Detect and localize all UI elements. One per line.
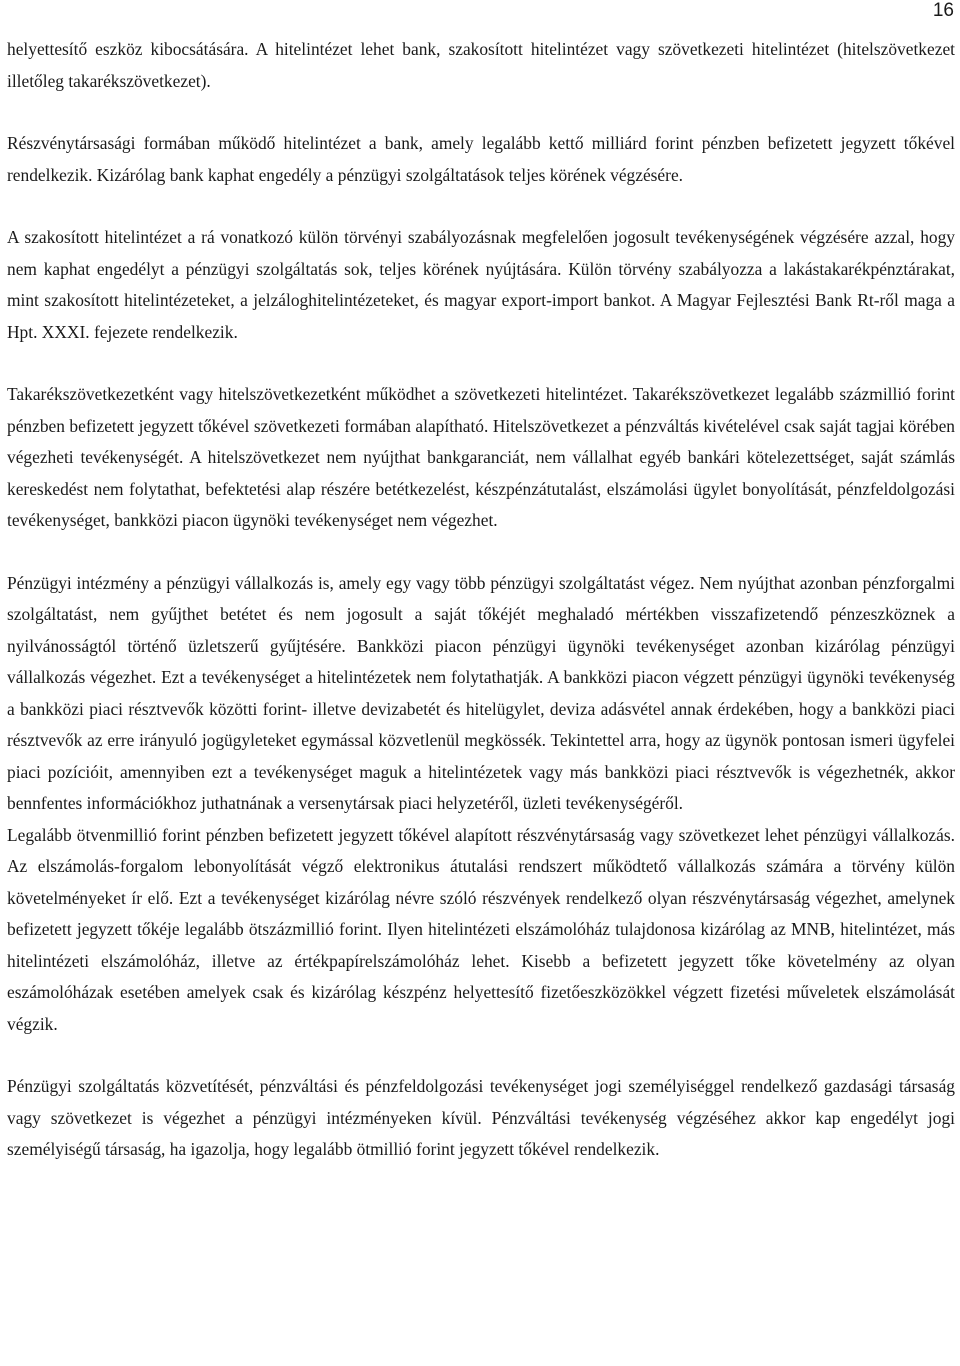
paragraph-bank-definition: Részvénytársasági formában működő hitelintézet a bank, amely legalább kettő milliárd forint pénzben befizetett jegyzett tőkével rendelkezik. Kizárólag bank kaphat engedély a pénzügyi szolgáltatások teljes körének végzésére. [7,133,955,185]
paragraph-intermediation: Pénzügyi szolgáltatás közvetítését, pénzváltási és pénzfeldolgozási tevékenységet jogi személyiséggel rendelkező gazdasági társaság vagy szövetkezet is végezhet a pénzügyi intézményeken kívül. Pénzváltási tevékenység végzéséhez akkor kap engedélyt jogi személyiségű társaság, ha igazolja, hogy legalább ötmillió forint jegyzett tőkével rendelkezik. [7,1076,955,1159]
document-body [7,34,955,1166]
paragraph-hitelintezet-types: helyettesítő eszköz kibocsátására. A hitelintézet lehet bank, szakosított hitelintézet vagy szövetkezeti hitelintézet (hitelszövetkezet illetőleg takarékszövetkezet). [7,39,955,91]
page-number: 16 [932,0,954,21]
paragraph-clearing-house: Legalább ötvenmillió forint pénzben befizetett jegyzett tőkével alapított részvénytársaság vagy szövetkezet lehet pénzügyi vállalkozás. Az elszámolás-forgalom lebonyolítását végző elektronikus átutalási rendszert működtető vállalkozás számára a törvény külön követelményeket ír elő. Ezt a tevékenységet kizárólag névre szóló részvények rendelkező olyan részvénytársaság végezhet, amelynek befizetett jegyzett tőkéje legalább ötszázmillió forint. Ilyen hitelintézeti elszámolóház tulajdonosa kizárólag az MNB, hitelintézet, más hitelintézeti elszámolóház, illetve az értékpapírelszámolóház lehet. Kisebb a befizetett jegyzett tőke követelmény az olyan eszámolóházak esetében amelyek csak és kizárólag készpénz helyettesítő fizetőeszközökkel végzett fizetési műveletek elszámolását végzik. [7,824,955,1034]
paragraph-specialized-credit-institution: A szakosított hitelintézet a rá vonatkozó külön törvényi szabályozásnak megfelelően jogosult tevékenységének végzésére azzal, hogy nem kaphat engedélyt a pénzügyi szolgáltatás sok, teljes körének nyújtására. Külön törvény szabályozza a lakástakarékpénztárakat, mint szakosított hitelintézeteket, a jelzáloghitelintézeteket, és magyar export-import bankot. A Magyar Fejlesztési Bank Rt-ről maga a Hpt. XXXI. fejezete rendelkezik. [7,227,955,342]
paragraph-financial-enterprise: Pénzügyi intézmény a pénzügyi vállalkozás is, amely egy vagy több pénzügyi szolgáltatást végez. Nem nyújthat azonban pénzforgalmi szolgáltatást, nem gyűjthet betétet és nem jogosult a saját tőkéjét meghaladó mértékben visszafizetendő pénzeszköznek a nyilvánosságtól történő üzletszerű gyűjtésére. Bankközi piacon pénzügyi ügynöki tevékenységet azonban kizárólag pénzügyi vállalkozás végezhet. Ezt a tevékenységet a hitelintézetek nem folytathatják. A bankközi piacon végzett pénzügyi ügynöki tevékenység a bankközi piaci résztvevők közötti forint- illetve devizabetét és hitelügylet, deviza adásvétel annak érdekében, hogy a bankközi piaci résztvevők az erre irányuló jogügyleteket egymással közvetlenül megkössék. Tekintettel arra, hogy az ügynök pontosan ismeri ügyfelei piaci pozícióit, amennyiben ezt a tevékenységet maguk a hitelintézetek vagy más bankközi piaci résztvevők is végezhetnék, akkor bennfentes információkhoz juthatnának a versenytársak piaci helyzetéről, üzleti tevékenységéről. [7,572,955,813]
paragraph-cooperative-credit-institution: Takarékszövetkezetként vagy hitelszövetkezetként működhet a szövetkezeti hitelintézet. Takarékszövetkezet legalább százmillió forint pénzben befizetett jegyzett tőkével szövetkezeti formában alapítható. Hitelszövetkezet a pénzváltás kivételével csak saját tagjai körében végezheti tevékenységét. A hitelszövetkezet nem nyújthat bankgaranciát, nem vállalhat egyéb bankári kötelezettséget, saját számlás kereskedést nem folytathat, befektetési alap részére betétkezelést, készpénzátutalást, elszámolási ügylet bonyolítását, pénzfeldolgozási tevékenységet, bankközi piacon ügynöki tevékenységet nem végezhet. [7,384,955,530]
